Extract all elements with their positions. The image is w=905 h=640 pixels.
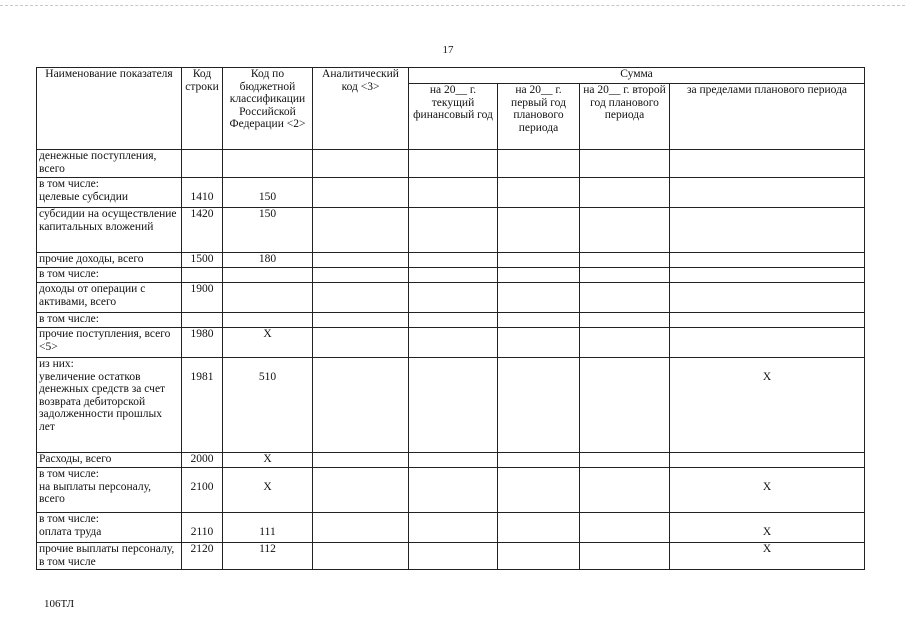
row-beyond-period: Х <box>670 513 865 543</box>
row-name-cell <box>37 178 182 208</box>
row-analytic-code <box>313 468 409 513</box>
row-name: оплата труда <box>39 525 102 538</box>
row-code: 1981 <box>182 358 223 453</box>
row-current-year <box>409 358 498 453</box>
row-code <box>182 313 223 328</box>
row-second-year <box>580 313 670 328</box>
table-row <box>37 178 865 208</box>
row-name: прочие выплаты персоналу, в том числе <box>39 543 175 568</box>
row-name-cell <box>37 150 182 178</box>
row-current-year <box>409 283 498 313</box>
row-first-year <box>498 513 580 543</box>
row-beyond-period <box>670 283 865 313</box>
row-budget-code <box>223 313 313 328</box>
row-current-year <box>409 150 498 178</box>
row-name: целевые субсидии <box>39 190 129 203</box>
row-name: в том числе: <box>39 313 99 325</box>
table-row <box>37 150 865 178</box>
row-analytic-code <box>313 328 409 358</box>
row-prefix: в том числе: <box>39 468 99 480</box>
header-sum: Сумма <box>409 68 865 84</box>
row-second-year <box>580 178 670 208</box>
row-name-cell <box>37 513 182 543</box>
row-name: прочие поступления, всего <5> <box>39 328 171 353</box>
row-budget-code: 112 <box>223 543 313 570</box>
header-name: Наименование показателя <box>37 68 182 150</box>
row-budget-code: Х <box>223 453 313 468</box>
row-analytic-code <box>313 178 409 208</box>
row-beyond-period <box>670 150 865 178</box>
row-code: 1900 <box>182 283 223 313</box>
row-first-year <box>498 313 580 328</box>
row-current-year <box>409 543 498 570</box>
row-first-year <box>498 468 580 513</box>
header-first-year: на 20__ г. первый год планового периода <box>498 84 580 150</box>
row-current-year <box>409 328 498 358</box>
row-second-year <box>580 253 670 268</box>
row-budget-code: Х <box>223 328 313 358</box>
table-row <box>37 453 865 468</box>
row-second-year <box>580 468 670 513</box>
row-first-year <box>498 283 580 313</box>
table-row <box>37 358 865 453</box>
row-beyond-period <box>670 253 865 268</box>
row-first-year <box>498 178 580 208</box>
row-current-year <box>409 208 498 253</box>
row-code: 1410 <box>182 178 223 208</box>
row-beyond-period: Х <box>670 358 865 453</box>
row-name-cell <box>37 328 182 358</box>
row-name: доходы от операции с активами, всего <box>39 283 146 308</box>
row-budget-code: 150 <box>223 208 313 253</box>
header-budget-code: Код по бюджетной классификации Российской Федерации <2> <box>223 68 313 150</box>
row-name-cell <box>37 208 182 253</box>
row-current-year <box>409 253 498 268</box>
row-prefix: в том числе: <box>39 513 99 525</box>
row-name-cell <box>37 283 182 313</box>
row-beyond-period <box>670 268 865 283</box>
header-current-year: на 20__ г. текущий финансовый год <box>409 84 498 150</box>
row-current-year <box>409 513 498 543</box>
row-analytic-code <box>313 453 409 468</box>
table-row <box>37 268 865 283</box>
row-name-cell <box>37 468 182 513</box>
row-name-cell <box>37 313 182 328</box>
row-budget-code <box>223 268 313 283</box>
row-analytic-code <box>313 283 409 313</box>
row-analytic-code <box>313 150 409 178</box>
row-budget-code: 180 <box>223 253 313 268</box>
row-name: прочие доходы, всего <box>39 253 144 265</box>
row-beyond-period <box>670 208 865 253</box>
row-current-year <box>409 468 498 513</box>
footer-code: 106ТЛ <box>44 598 75 610</box>
row-code: 1500 <box>182 253 223 268</box>
row-second-year <box>580 358 670 453</box>
row-analytic-code <box>313 358 409 453</box>
row-name-cell <box>37 253 182 268</box>
row-name: на выплаты персоналу, всего <box>39 480 152 505</box>
row-beyond-period: Х <box>670 468 865 513</box>
table-row <box>37 543 865 570</box>
row-first-year <box>498 358 580 453</box>
row-analytic-code <box>313 543 409 570</box>
row-prefix: из них: <box>39 358 74 370</box>
row-prefix: в том числе: <box>39 178 99 190</box>
page-number: 17 <box>442 44 454 56</box>
row-budget-code: 111 <box>223 513 313 543</box>
row-code <box>182 268 223 283</box>
plan-table <box>36 67 865 570</box>
row-code: 2000 <box>182 453 223 468</box>
row-current-year <box>409 178 498 208</box>
row-name-cell <box>37 268 182 283</box>
header-second-year: на 20__ г. второй год планового периода <box>580 84 670 150</box>
row-first-year <box>498 268 580 283</box>
header-analytic-code: Аналитический код <3> <box>313 68 409 150</box>
table-row <box>37 513 865 543</box>
row-analytic-code <box>313 268 409 283</box>
table-row <box>37 328 865 358</box>
row-second-year <box>580 513 670 543</box>
row-second-year <box>580 283 670 313</box>
row-name: субсидии на осуществление капитальных вложений <box>39 208 177 233</box>
row-beyond-period <box>670 328 865 358</box>
row-first-year <box>498 150 580 178</box>
row-analytic-code <box>313 253 409 268</box>
table-row <box>37 313 865 328</box>
row-second-year <box>580 543 670 570</box>
row-first-year <box>498 543 580 570</box>
row-second-year <box>580 453 670 468</box>
row-second-year <box>580 328 670 358</box>
row-code: 1420 <box>182 208 223 253</box>
table-row <box>37 283 865 313</box>
row-beyond-period <box>670 178 865 208</box>
header-code: Код строки <box>182 68 223 150</box>
row-name-cell <box>37 543 182 570</box>
row-current-year <box>409 268 498 283</box>
row-second-year <box>580 208 670 253</box>
row-code: 1980 <box>182 328 223 358</box>
row-code: 2110 <box>182 513 223 543</box>
row-beyond-period: Х <box>670 543 865 570</box>
row-budget-code: 510 <box>223 358 313 453</box>
row-name: денежные поступления, всего <box>39 150 157 175</box>
table-row <box>37 208 865 253</box>
row-first-year <box>498 453 580 468</box>
row-analytic-code <box>313 513 409 543</box>
row-current-year <box>409 453 498 468</box>
row-first-year <box>498 328 580 358</box>
row-budget-code <box>223 150 313 178</box>
row-name: увеличение остатков денежных средств за счет возврата дебиторской задолженности прошлых лет <box>39 370 166 433</box>
row-budget-code: 150 <box>223 178 313 208</box>
row-name-cell <box>37 358 182 453</box>
table-row <box>37 468 865 513</box>
row-second-year <box>580 150 670 178</box>
header-beyond-period: за пределами планового периода <box>670 84 865 150</box>
table-row <box>37 253 865 268</box>
row-code: 2120 <box>182 543 223 570</box>
row-current-year <box>409 313 498 328</box>
row-beyond-period <box>670 313 865 328</box>
row-first-year <box>498 253 580 268</box>
row-analytic-code <box>313 313 409 328</box>
row-budget-code: Х <box>223 468 313 513</box>
row-beyond-period <box>670 453 865 468</box>
row-second-year <box>580 268 670 283</box>
row-first-year <box>498 208 580 253</box>
row-name: Расходы, всего <box>39 453 112 465</box>
top-scan-rule <box>0 5 905 6</box>
row-analytic-code <box>313 208 409 253</box>
row-code <box>182 150 223 178</box>
row-name: в том числе: <box>39 268 99 280</box>
row-name-cell <box>37 453 182 468</box>
row-code: 2100 <box>182 468 223 513</box>
row-budget-code <box>223 283 313 313</box>
